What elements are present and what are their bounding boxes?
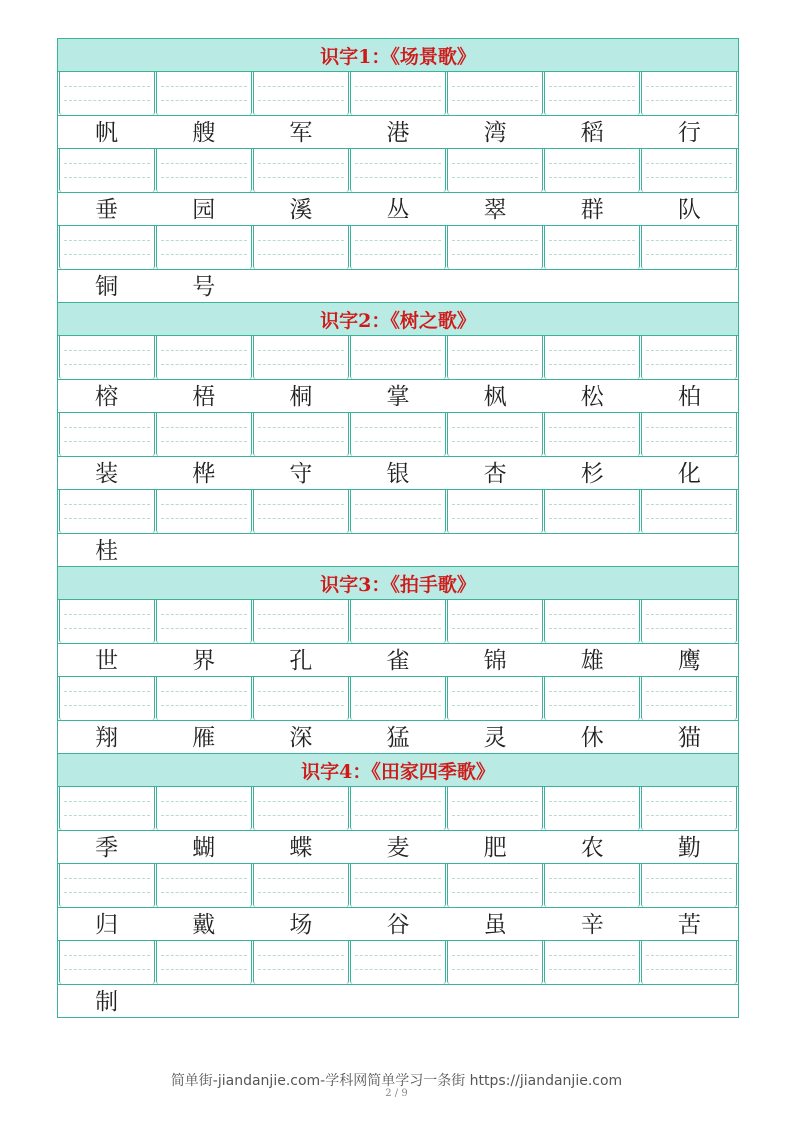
writing-box <box>350 226 446 269</box>
character-row <box>58 534 738 567</box>
writing-box <box>350 787 446 830</box>
writing-box-row <box>58 490 738 534</box>
character-cell: 银 <box>386 461 410 487</box>
writing-box <box>350 941 446 984</box>
character-cell: 枫 <box>483 384 507 410</box>
character-cell: 戴 <box>192 912 216 938</box>
character-cell: 孔 <box>289 648 313 674</box>
character-cell: 世 <box>95 648 119 674</box>
writing-box-row <box>58 149 738 193</box>
character-cell: 制 <box>95 989 119 1015</box>
writing-box <box>641 72 737 115</box>
writing-box-row <box>58 72 738 116</box>
character-cell: 柏 <box>677 384 701 410</box>
footer-source-text: 简单街-jiandanjie.com-学科网简单学习一条街 https://jiandanjie.com <box>170 1073 623 1089</box>
writing-box <box>544 490 640 533</box>
character-row <box>58 985 738 1018</box>
writing-box <box>447 413 543 456</box>
writing-box <box>253 413 349 456</box>
character-cell: 界 <box>192 648 216 674</box>
writing-box <box>156 600 252 643</box>
character-row <box>58 457 738 490</box>
character-cell: 锦 <box>483 648 507 674</box>
character-cell: 掌 <box>386 384 410 410</box>
writing-box <box>544 336 640 379</box>
writing-box <box>59 787 155 830</box>
writing-box <box>641 864 737 907</box>
writing-box <box>156 226 252 269</box>
writing-box <box>59 149 155 192</box>
writing-box <box>544 677 640 720</box>
character-cell: 雁 <box>192 725 216 751</box>
writing-box <box>156 490 252 533</box>
character-cell: 园 <box>192 197 216 223</box>
character-cell: 麦 <box>386 835 410 861</box>
character-cell: 辛 <box>580 912 604 938</box>
writing-box <box>156 149 252 192</box>
character-cell: 猛 <box>386 725 410 751</box>
character-row <box>58 193 738 226</box>
writing-box <box>350 600 446 643</box>
writing-box <box>253 941 349 984</box>
writing-box <box>447 226 543 269</box>
character-cell: 翔 <box>95 725 119 751</box>
writing-box <box>156 336 252 379</box>
character-cell: 装 <box>95 461 119 487</box>
worksheet-table <box>57 38 739 1018</box>
writing-box <box>156 72 252 115</box>
character-cell: 梧 <box>192 384 216 410</box>
writing-box <box>350 72 446 115</box>
writing-box <box>544 787 640 830</box>
writing-box-row <box>58 787 738 831</box>
writing-box <box>447 677 543 720</box>
character-cell: 蝶 <box>289 835 313 861</box>
character-cell: 勤 <box>677 835 701 861</box>
writing-box <box>156 941 252 984</box>
section-title: 识字2：《树之歌》 <box>58 303 738 336</box>
writing-box <box>253 149 349 192</box>
writing-box <box>59 226 155 269</box>
character-cell: 艘 <box>192 120 216 146</box>
writing-box <box>350 677 446 720</box>
character-cell: 季 <box>95 835 119 861</box>
writing-box <box>156 677 252 720</box>
character-cell: 榕 <box>95 384 119 410</box>
character-cell: 谷 <box>386 912 410 938</box>
character-cell: 丛 <box>386 197 410 223</box>
section-title: 识字1：《场景歌》 <box>58 39 738 72</box>
writing-box <box>156 413 252 456</box>
writing-box-row <box>58 413 738 457</box>
writing-box-row <box>58 226 738 270</box>
character-cell: 桐 <box>289 384 313 410</box>
character-cell: 肥 <box>483 835 507 861</box>
character-cell: 军 <box>289 120 313 146</box>
writing-box <box>544 226 640 269</box>
writing-box <box>641 149 737 192</box>
writing-box <box>447 941 543 984</box>
writing-box-row <box>58 941 738 985</box>
character-cell: 场 <box>289 912 313 938</box>
character-cell: 鹰 <box>677 648 701 674</box>
section-title: 识字4：《田家四季歌》 <box>58 754 738 787</box>
character-cell: 苦 <box>677 912 701 938</box>
writing-box <box>59 941 155 984</box>
writing-box <box>350 490 446 533</box>
writing-box-row <box>58 336 738 380</box>
character-row <box>58 644 738 677</box>
writing-box <box>641 413 737 456</box>
writing-box <box>544 149 640 192</box>
character-cell: 群 <box>580 197 604 223</box>
writing-box <box>253 864 349 907</box>
writing-box <box>447 149 543 192</box>
character-cell: 农 <box>580 835 604 861</box>
character-cell: 松 <box>580 384 604 410</box>
writing-box <box>59 72 155 115</box>
writing-box <box>253 72 349 115</box>
writing-box <box>447 490 543 533</box>
writing-box <box>350 336 446 379</box>
writing-box <box>350 864 446 907</box>
writing-box <box>253 787 349 830</box>
character-cell: 休 <box>580 725 604 751</box>
page-number: 2 / 9 <box>385 1088 408 1099</box>
character-cell: 灵 <box>483 725 507 751</box>
writing-box <box>59 413 155 456</box>
writing-box <box>350 149 446 192</box>
writing-box <box>350 413 446 456</box>
writing-box <box>59 490 155 533</box>
character-cell: 帆 <box>95 120 119 146</box>
character-row <box>58 831 738 864</box>
character-cell: 港 <box>386 120 410 146</box>
writing-box <box>59 336 155 379</box>
writing-box <box>59 864 155 907</box>
writing-box <box>544 941 640 984</box>
writing-box-row <box>58 600 738 644</box>
character-row <box>58 116 738 149</box>
writing-box <box>59 600 155 643</box>
writing-box-row <box>58 677 738 721</box>
character-row <box>58 908 738 941</box>
character-cell: 杉 <box>580 461 604 487</box>
writing-box <box>641 677 737 720</box>
writing-box <box>641 490 737 533</box>
writing-box <box>253 600 349 643</box>
character-cell: 雄 <box>580 648 604 674</box>
character-cell: 深 <box>289 725 313 751</box>
writing-box <box>447 864 543 907</box>
section-title: 识字3：《拍手歌》 <box>58 567 738 600</box>
character-cell: 垂 <box>95 197 119 223</box>
writing-box <box>641 787 737 830</box>
character-cell: 稻 <box>580 120 604 146</box>
writing-box <box>447 336 543 379</box>
character-cell: 湾 <box>483 120 507 146</box>
character-cell: 化 <box>677 461 701 487</box>
character-cell: 铜 <box>95 274 119 300</box>
writing-box <box>253 490 349 533</box>
writing-box <box>447 600 543 643</box>
character-cell: 队 <box>677 197 701 223</box>
character-cell: 杏 <box>483 461 507 487</box>
character-cell: 溪 <box>289 197 313 223</box>
writing-box <box>544 72 640 115</box>
character-row <box>58 270 738 303</box>
writing-box <box>156 864 252 907</box>
writing-box <box>253 336 349 379</box>
writing-box <box>641 226 737 269</box>
writing-box <box>253 677 349 720</box>
writing-box <box>544 600 640 643</box>
writing-box <box>641 600 737 643</box>
writing-box <box>544 864 640 907</box>
writing-box <box>59 677 155 720</box>
character-cell: 雀 <box>386 648 410 674</box>
character-cell: 守 <box>289 461 313 487</box>
character-cell: 行 <box>677 120 701 146</box>
writing-box <box>447 787 543 830</box>
writing-box-row <box>58 864 738 908</box>
writing-box <box>641 336 737 379</box>
character-cell: 翠 <box>483 197 507 223</box>
character-cell: 号 <box>192 274 216 300</box>
writing-box <box>447 72 543 115</box>
character-cell: 归 <box>95 912 119 938</box>
character-row <box>58 721 738 754</box>
character-cell: 虽 <box>483 912 507 938</box>
character-cell: 猫 <box>677 725 701 751</box>
writing-box <box>544 413 640 456</box>
character-row <box>58 380 738 413</box>
writing-box <box>253 226 349 269</box>
writing-box <box>641 941 737 984</box>
character-cell: 蝴 <box>192 835 216 861</box>
writing-box <box>156 787 252 830</box>
character-cell: 桂 <box>95 538 119 564</box>
character-cell: 桦 <box>192 461 216 487</box>
